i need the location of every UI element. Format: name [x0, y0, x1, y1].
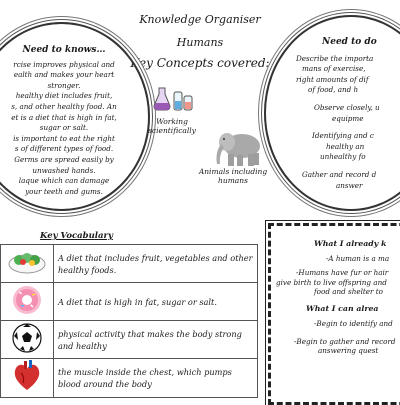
vocab-row	[1, 321, 258, 359]
need-to-do-spacer	[292, 163, 400, 169]
salad-bowl-icon	[7, 248, 47, 276]
vocab-icon-cell	[1, 359, 54, 398]
need-to-knows-line: s of different types of food.	[14, 144, 114, 154]
need-to-do-line: equipme	[332, 113, 364, 123]
need-to-do-line: unhealthy fo	[320, 152, 366, 162]
vocab-heading: Key Vocabulary	[40, 231, 113, 241]
donut-icon	[11, 284, 43, 316]
need-to-do-heading: Need to do	[322, 37, 377, 47]
need-to-knows-line: stronger.	[47, 80, 81, 90]
already-know-item: -Humans have fur or hair	[296, 268, 389, 277]
need-to-knows-line: laque which can damage	[18, 176, 110, 186]
vocab-row	[1, 245, 258, 283]
need-to-knows-line: sugar or salt.	[39, 123, 89, 133]
already-know-item: food and shelter to	[314, 287, 383, 296]
football-icon	[11, 322, 43, 354]
already-know-item: give birth to live offspring and	[276, 277, 387, 287]
need-to-do-line: healthy an	[326, 141, 365, 151]
can-already-item: -Begin to identify and	[314, 319, 393, 328]
need-to-do-line: Describe the importa	[296, 53, 374, 63]
need-to-knows-line: rcise improves physical and	[13, 59, 115, 69]
already-know-heading: What I already k	[314, 239, 387, 248]
working-scientifically-label: Working scientifically	[148, 117, 196, 135]
already-know-item: -A human is a ma	[326, 253, 390, 263]
vocab-definition: A diet that includes fruit, vegetables and other healthy foods.	[54, 245, 258, 283]
need-to-knows-text	[0, 46, 128, 197]
need-to-do-line: of food, and h	[308, 85, 359, 95]
vocab-row	[1, 283, 258, 321]
need-to-knows-heading: Need to knows…	[22, 45, 106, 55]
need-to-do-line: Observe closely, u	[314, 102, 380, 112]
elephant-icon	[212, 128, 268, 168]
vocab-row	[1, 359, 258, 398]
animals-including-humans-label: Animals including humans	[198, 167, 268, 185]
need-to-knows-line: unwashed hands.	[32, 165, 96, 175]
need-to-do-spacer	[292, 96, 400, 102]
vocab-icon-cell	[1, 283, 54, 321]
vocab-icon-cell	[1, 245, 54, 283]
need-to-do-spacer	[292, 124, 400, 130]
vocab-icon-cell	[1, 321, 54, 359]
need-to-knows-line: s, and other healthy food. An	[11, 101, 117, 111]
need-to-knows-line: healthy diet includes fruit,	[15, 91, 113, 101]
can-already-heading: What I can alrea	[306, 303, 379, 313]
vocab-definition: the muscle inside the chest, which pumps blood around the body	[54, 359, 258, 398]
need-to-knows-line: ealth and makes your heart	[13, 70, 115, 80]
heart-icon	[11, 359, 43, 393]
need-to-knows-line: is important to eat the right	[13, 133, 115, 143]
can-already-item: answering quest	[318, 346, 379, 355]
need-to-knows-line: Germs are spread easily by	[14, 154, 114, 164]
vocab-table	[0, 244, 258, 398]
need-to-do-text	[292, 38, 400, 191]
key-concepts-heading: Key Concepts covered:	[130, 56, 270, 70]
subject-title: Humans	[176, 36, 224, 49]
need-to-knows-line: et is a diet that is high in fat,	[11, 112, 117, 122]
page-title: Knowledge Organiser	[139, 13, 261, 26]
vocab-definition: physical activity that makes the body strong and healthy	[54, 321, 258, 359]
need-to-do-line: right amounts of dif	[296, 74, 369, 84]
need-to-do-line: answer	[336, 180, 363, 190]
need-to-do-line: Identifying and c	[312, 131, 374, 141]
vocab-definition: A diet that is high in fat, sugar or salt.	[54, 283, 258, 321]
can-already-item: -Begin to gather and record	[294, 336, 396, 346]
need-to-do-line: Gather and record d	[302, 169, 377, 179]
lab-equipment-icon	[153, 84, 195, 114]
prior-knowledge-text	[274, 239, 400, 356]
need-to-do-line: mans of exercise,	[302, 64, 366, 74]
need-to-knows-line: your teeth and gums.	[25, 186, 103, 196]
